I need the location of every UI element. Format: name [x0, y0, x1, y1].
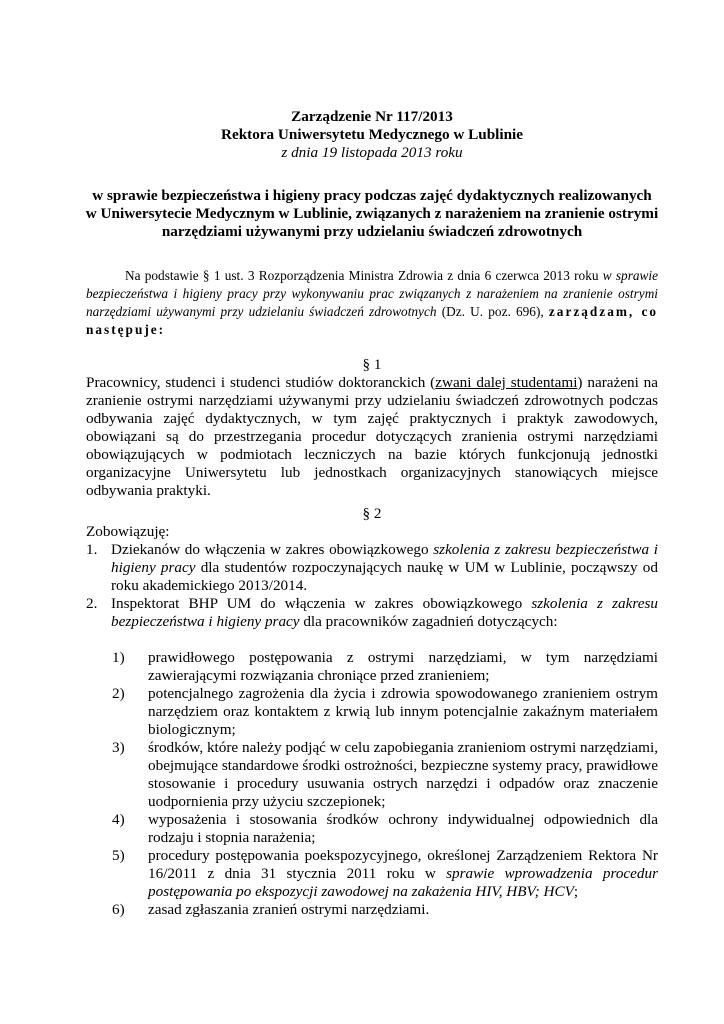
sub-list-item-number: 5): [112, 847, 125, 864]
sub-list-item-number: 6): [112, 901, 125, 918]
sub-list-item: 3) środków, które należy podjąć w celu zapobiegania zranieniom ostrymi narzędziami, obejmujące standardowe środki ostrożności, bezpieczne systemy pracy, prawidłowe stosowanie i procedury usuwania ostrych narzędzi i odpadów oraz znaczenie uodpornienia przy użyciu szczepionek;: [112, 739, 658, 810]
sub-list-item-number: 2): [112, 685, 125, 702]
preamble: [86, 267, 658, 339]
defined-term: zwani dalej studentami: [435, 374, 578, 391]
decree-date: z dnia 19 listopada 2013 roku: [281, 144, 463, 161]
preamble-regulation-title: w sprawie bezpieczeństwa i higieny pracy przy wykonywaniu prac związanych z narażeniem na zranienie ostrymi narzędziami używanymi przy udzielaniu świadczeń zdrowotnych: [86, 268, 658, 319]
subject-line-3: narzędziami używanymi przy udzielaniu świadczeń zdrowotnych: [161, 223, 583, 240]
subject-line-1: w sprawie bezpieczeństwa i higieny pracy podczas zajęć dydaktycznych realizowanych: [92, 187, 652, 204]
sub-list-item-number: 1): [112, 649, 125, 666]
section-2-heading: § 2: [362, 505, 382, 522]
decree-subject: [80, 187, 664, 241]
list-item-number: 2.: [86, 595, 98, 612]
sub-list-item-number: 4): [112, 811, 125, 828]
list-item: 1. Dziekanów do włączenia w zakres obowiązkowego szkolenia z zakresu bezpieczeństwa i higieny pracy dla studentów rozpoczynających naukę w UM w Lublinie, począwszy od roku akademickiego 2013/2014.: [86, 541, 658, 594]
sub-list-item: 4) wyposażenia i stosowania środków ochrony indywidualnej odpowiednich dla rodzaju i stopnia narażenia;: [112, 811, 658, 846]
sub-list-item-number: 3): [112, 739, 125, 756]
preamble-lead: Na podstawie § 1 ust. 3 Rozporządzenia Ministra Zdrowia z dnia 6 czerwca 2013 roku: [125, 268, 603, 283]
sub-list-item: 5) procedury postępowania poekspozycyjnego, określonej Zarządzeniem Rektora Nr 16/2011 z dnia 31 stycznia 2011 roku w sprawie wprowadzenia procedur postępowania po ekspozycji zawodowej na zakażenia HIV, HBV; HCV;: [112, 847, 658, 900]
list-item: 2. Inspektorat BHP UM do włączenia w zakres obowiązkowego szkolenia z zakresu bezpieczeństwa i higieny pracy dla pracowników zagadnień dotyczących:: [86, 595, 658, 630]
subject-line-2: w Uniwersytecie Medycznym w Lublinie, związanych z narażeniem na zranienie ostrymi: [85, 205, 659, 222]
section-1-heading: § 1: [362, 356, 382, 373]
preamble-decree: zarządzam, co następuje:: [86, 304, 658, 337]
decree-title: Zarządzenie Nr 117/2013: [291, 108, 453, 125]
list-item-number: 1.: [86, 541, 98, 558]
decree-issuer: Rektora Uniwersytetu Medycznego w Lublinie: [220, 126, 524, 143]
document-header: [86, 108, 658, 162]
section-1-text: Pracownicy, studenci i studenci studiów doktoranckich (zwani dalej studentami) narażeni na zranienie ostrymi narzędziami używanymi przy udzielaniu świadczeń zdrowotnych podczas odbywania zajęć dydaktycznych, w tym zajęć praktycznych i praktyk zawodowych, obowiązani są do przestrzegania procedur dotyczących zranienia ostrymi narzędziami obowiązujących w podmiotach leczniczych na bazie których funkcjonują jednostki organizacyjne Uniwersytetu lub jednostkach organizacyjnych stanowiących miejsce odbywania praktyki.: [86, 374, 658, 499]
sub-list-item: 6) zasad zgłaszania zranień ostrymi narzędziami.: [112, 901, 430, 918]
sub-list-item: 1) prawidłowego postępowania z ostrymi narzędziami, w tym narzędziami zawierającymi rozwiązania chroniące przed zranieniem;: [112, 649, 658, 684]
section-1: [86, 356, 658, 500]
preamble-citation: (Dz. U. poz. 696),: [436, 304, 549, 319]
section-2: [86, 505, 658, 919]
section-2-intro: Zobowiązuję:: [86, 523, 170, 540]
sub-list-item: 2) potencjalnego zagrożenia dla życia i zdrowia spowodowanego zranieniem ostrym narzędziem oraz kontaktem z krwią lub innym potencjalnie zakaźnym materiałem biologicznym;: [112, 685, 658, 738]
